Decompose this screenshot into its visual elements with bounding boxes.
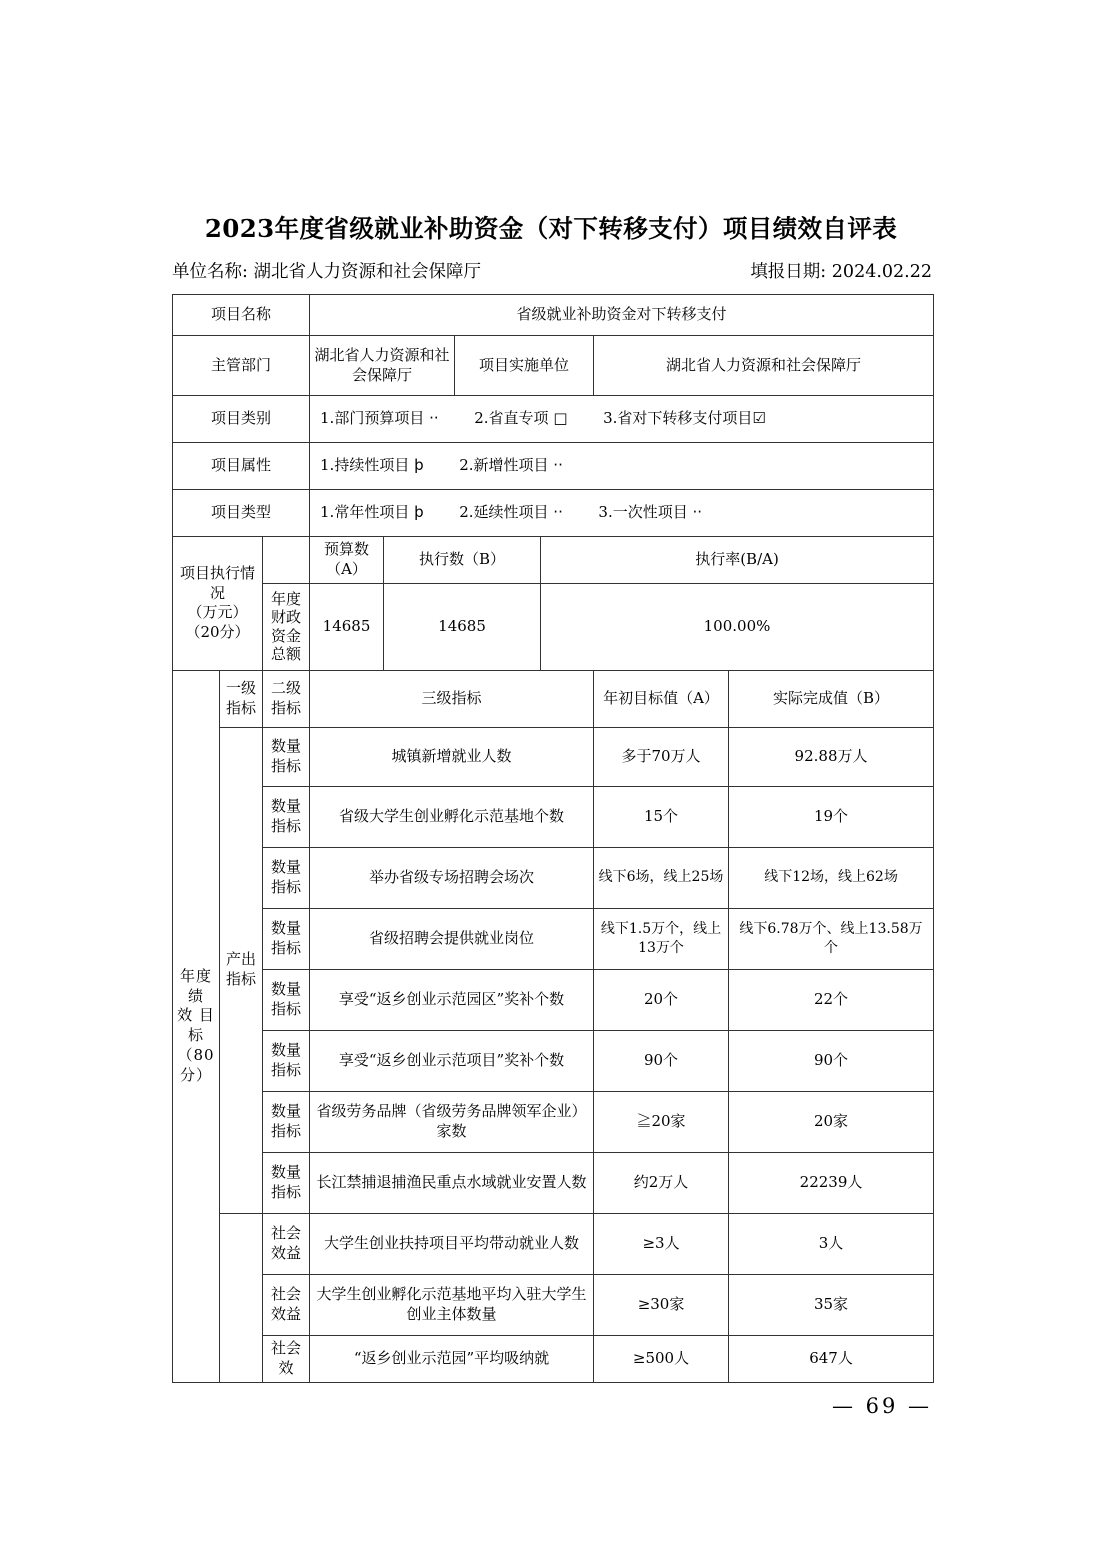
level2-indicator: 数量指标: [263, 969, 310, 1030]
performance-section-label: [173, 670, 220, 1382]
level2-indicator: 社会效益: [263, 1274, 310, 1335]
table-row: [173, 1335, 934, 1382]
actual-value: 线下6.78万个、线上13.58万个: [729, 908, 934, 969]
level1-group-output: 产出指标: [220, 727, 263, 1213]
unit-name-value: 湖北省人力资源和社会保障厅: [253, 262, 481, 282]
level2-indicator: 社会效: [263, 1335, 310, 1382]
target-value: ≥3人: [594, 1213, 729, 1274]
type-option-1-label: 1.常年性项目: [320, 503, 410, 522]
header-meta: [172, 258, 932, 282]
table-row: [173, 847, 934, 908]
table-row-project-type: [173, 490, 934, 537]
target-value: 20个: [594, 969, 729, 1030]
level3-indicator: 享受“返乡创业示范园区”奖补个数: [310, 969, 594, 1030]
header-level3-indicator: 三级指标: [310, 670, 594, 727]
actual-value: 92.88万人: [729, 727, 934, 786]
attribute-option-2-label: 2.新增性项目: [459, 456, 549, 475]
performance-self-evaluation-table: [172, 294, 934, 1383]
performance-section-label-line3: （80分）: [177, 1045, 215, 1084]
actual-value: 22239人: [729, 1152, 934, 1213]
page-title: 2023年度省级就业补助资金（对下转移支付）项目绩效自评表: [204, 214, 898, 243]
department-label: 主管部门: [173, 336, 310, 396]
level2-indicator: 数量指标: [263, 1091, 310, 1152]
target-value: 15个: [594, 786, 729, 847]
execution-section-label: [173, 537, 263, 671]
report-date-value: 2024.02.22: [831, 262, 932, 282]
level2-indicator: 数量指标: [263, 908, 310, 969]
actual-value: 19个: [729, 786, 934, 847]
performance-section-label-line2: 效 目标: [177, 1006, 215, 1045]
type-option-1-checkbox[interactable]: þ: [414, 503, 424, 522]
header-actual-value: 实际完成值（B）: [729, 670, 934, 727]
header-level2-indicator: 二级指标: [263, 670, 310, 727]
department-value: 湖北省人力资源和社会保障厅: [310, 336, 455, 396]
project-attribute-label: 项目属性: [173, 443, 310, 490]
level2-indicator: 数量指标: [263, 1030, 310, 1091]
unit-name: [172, 258, 481, 283]
table-row-execution-values: [173, 583, 934, 670]
unit-name-label: 单位名称:: [172, 262, 248, 282]
implementation-unit-value: 湖北省人力资源和社会保障厅: [594, 336, 934, 396]
level3-indicator: 省级大学生创业孵化示范基地个数: [310, 786, 594, 847]
table-row-execution-header: [173, 537, 934, 584]
page-number-value: — 69 —: [831, 1394, 933, 1418]
execution-budget-value: 14685: [310, 583, 384, 670]
level3-indicator: 享受“返乡创业示范项目”奖补个数: [310, 1030, 594, 1091]
category-option-1-label: 1.部门预算项目: [320, 409, 425, 428]
table-row-project-name: [173, 295, 934, 336]
page-footer: [0, 1394, 1102, 1418]
header-level1-indicator: 一级指标: [220, 670, 263, 727]
target-value: ≧20家: [594, 1091, 729, 1152]
performance-section-label-line1: 年度绩: [179, 966, 212, 1005]
project-attribute-options: [310, 443, 934, 490]
target-value: 线下1.5万个，线上13万个: [594, 908, 729, 969]
table-row: [173, 908, 934, 969]
category-option-3-label: 3.省对下转移支付项目: [603, 409, 753, 428]
level2-indicator: 社会效益: [263, 1213, 310, 1274]
target-value: 多于70万人: [594, 727, 729, 786]
execution-section-label-line3: （20分）: [185, 623, 250, 642]
project-type-label: 项目类型: [173, 490, 310, 537]
actual-value: 90个: [729, 1030, 934, 1091]
target-value: ≥500人: [594, 1335, 729, 1382]
execution-executed-value: 14685: [384, 583, 541, 670]
actual-value: 647人: [729, 1335, 934, 1382]
category-option-3-checkbox[interactable]: ☑: [752, 409, 766, 428]
type-option-2-checkbox[interactable]: ··: [553, 503, 563, 522]
table-row-department: [173, 336, 934, 396]
execution-section-label-line1: 项目执行情况: [179, 563, 255, 602]
execution-corner-cell: [263, 537, 310, 584]
table-row: [173, 727, 934, 786]
level2-indicator: 数量指标: [263, 847, 310, 908]
actual-value: 35家: [729, 1274, 934, 1335]
level3-indicator: “返乡创业示范园”平均吸纳就: [310, 1335, 594, 1382]
category-option-2-checkbox[interactable]: □: [553, 409, 568, 428]
level3-indicator: 大学生创业扶持项目平均带动就业人数: [310, 1213, 594, 1274]
actual-value: 20家: [729, 1091, 934, 1152]
level2-indicator: 数量指标: [263, 1152, 310, 1213]
target-value: 90个: [594, 1030, 729, 1091]
level3-indicator: 省级招聘会提供就业岗位: [310, 908, 594, 969]
actual-value: 3人: [729, 1213, 934, 1274]
category-option-2-label: 2.省直专项: [474, 409, 549, 428]
execution-rate-value: 100.00%: [541, 583, 934, 670]
execution-col-executed-header: 执行数（B）: [384, 537, 541, 584]
level2-indicator: 数量指标: [263, 786, 310, 847]
project-category-options: [310, 396, 934, 443]
actual-value: 22个: [729, 969, 934, 1030]
report-date-label: 填报日期:: [750, 262, 827, 282]
table-row: [173, 1030, 934, 1091]
table-row-project-category: [173, 396, 934, 443]
table-row: [173, 969, 934, 1030]
type-option-3-checkbox[interactable]: ··: [692, 503, 703, 522]
type-option-2-label: 2.延续性项目: [459, 503, 549, 522]
execution-section-label-line2: （万元）: [187, 603, 248, 622]
attribute-option-2-checkbox[interactable]: ··: [553, 456, 563, 475]
table-row: [173, 786, 934, 847]
table-row: [173, 1213, 934, 1274]
level3-indicator: 城镇新增就业人数: [310, 727, 594, 786]
target-value: ≥30家: [594, 1274, 729, 1335]
project-category-label: 项目类别: [173, 396, 310, 443]
project-name-value: 省级就业补助资金对下转移支付: [310, 295, 934, 336]
target-value: 约2万人: [594, 1152, 729, 1213]
project-name-label: 项目名称: [173, 295, 310, 336]
table-row: [173, 1152, 934, 1213]
table-row: [173, 1274, 934, 1335]
execution-col-budget-header: 预算数（A）: [310, 537, 384, 584]
level2-indicator: 数量指标: [263, 727, 310, 786]
implementation-unit-label: 项目实施单位: [455, 336, 594, 396]
actual-value: 线下12场，线上62场: [729, 847, 934, 908]
level3-indicator: 省级劳务品牌（省级劳务品牌领军企业）家数: [310, 1091, 594, 1152]
type-option-3-label: 3.一次性项目: [598, 503, 688, 522]
level3-indicator: 举办省级专场招聘会场次: [310, 847, 594, 908]
table-row-performance-header: [173, 670, 934, 727]
category-option-1-checkbox[interactable]: ··: [429, 409, 439, 428]
attribute-option-1-checkbox[interactable]: þ: [414, 456, 424, 475]
project-type-options: [310, 490, 934, 537]
attribute-option-1-label: 1.持续性项目: [320, 456, 410, 475]
execution-row-label: 年度财政资金总额: [263, 583, 310, 670]
level3-indicator: 长江禁捕退捕渔民重点水域就业安置人数: [310, 1152, 594, 1213]
table-row: [173, 1091, 934, 1152]
level1-group-benefit: [220, 1213, 263, 1382]
level3-indicator: 大学生创业孵化示范基地平均入驻大学生创业主体数量: [310, 1274, 594, 1335]
report-date: [750, 258, 932, 283]
table-row-project-attribute: [173, 443, 934, 490]
header-target-value: 年初目标值（A）: [594, 670, 729, 727]
target-value: 线下6场，线上25场: [594, 847, 729, 908]
execution-col-rate-header: 执行率(B/A): [541, 537, 934, 584]
